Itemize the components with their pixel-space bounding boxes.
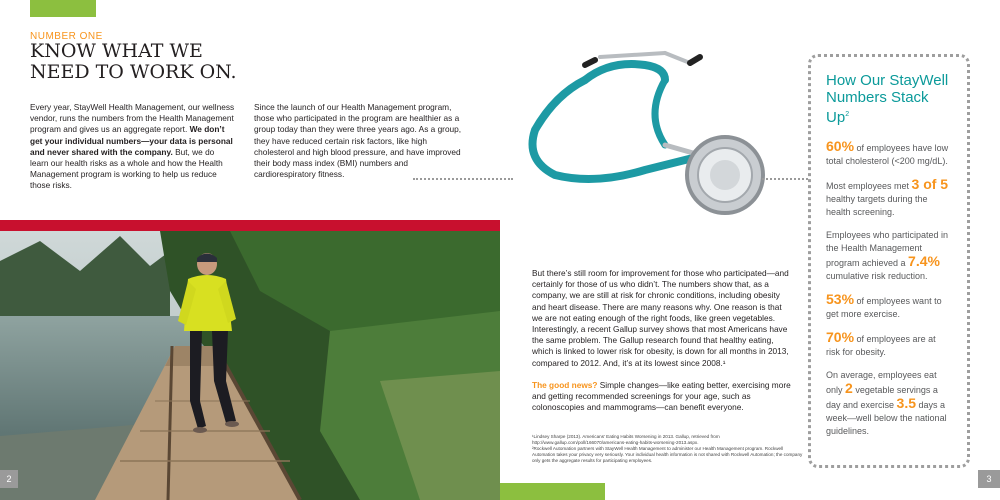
good-news-text: Simple changes—like eating better, exercising more and getting recommended screenings for your age, such as colonoscopies and mammograms—can benefit everyone.	[532, 380, 791, 413]
col1-text-c: But, we do learn our health risks as a whole and how the Health Management program is working to help us reduce those risks.	[30, 146, 223, 191]
stat-value: 3 of 5	[911, 176, 949, 192]
col1-text-a: Every year, StayWell Health Management, our wellness vendor, runs the numbers from the Health Management program and gives us an aggregate report.	[30, 102, 235, 135]
footnotes	[532, 434, 804, 464]
stats-title-line-1: How Our StayWell	[826, 72, 949, 89]
stat-value: 60%	[826, 138, 855, 154]
stat-value: 53%	[826, 291, 855, 307]
stats-title	[826, 72, 952, 126]
stats-title-line-2: Numbers Stack Up$^2$	[826, 89, 929, 126]
stat-value: 7.4%	[908, 253, 940, 269]
dotted-connector	[413, 178, 513, 180]
stethoscope-image	[515, 35, 775, 245]
stat-risk-reduction: Employees who participated in the Health Management program achieved a 7.4% cumulative risk reduction.	[826, 230, 949, 281]
stats-content	[826, 72, 952, 438]
right-paragraph-1: But there’s still room for improvement for those who participated—and certainly for those of us who didn’t. The numbers show that, as a company, we are still at risk for chronic conditions, including obesity and heart disease. There are many reasons why. One reason is that we are not eating enough of the right foods, like green vegetables. Interestingly, a recent Gallup survey shows that most Americans have the same problem. The Gallup research found that healthy eating, which is linked to lower risk for obesity, is down for all months in 2013, compared to 2012. And, it’s at its lowest since 2008.¹	[532, 268, 789, 368]
page-number-left: 2	[0, 470, 18, 488]
stat-exercise: 53% of employees want to get more exercise.	[826, 291, 942, 319]
page-number-right: 3	[978, 470, 1000, 488]
footnote-2: ²Rockwell Automation partners with StayWell Health Management to administer our Health Management program. Rockwell Automation takes your privacy very seriously. Your individual health information is not shared with Rockwell Automation; the company only gets the aggregate results for participating employees.	[532, 446, 803, 463]
red-divider-bar	[0, 220, 500, 231]
footnote-1: ¹Lindsey Sharpe (2013). Americans’ Eating Habits Worsening in 2013. Gallup, retrieved from http://www.gallup.com/poll/166070/americans-eating-habits-worsening-2013.aspx.	[532, 434, 720, 445]
stat-healthy-targets: Most employees met 3 of 5 healthy targets during the health screening.	[826, 176, 949, 217]
dotted-connector-right	[762, 178, 808, 180]
section-kicker: NUMBER ONE	[30, 31, 103, 42]
right-good-news	[532, 380, 794, 414]
stat-value: 3.5	[896, 395, 917, 411]
left-column-2: Since the launch of our Health Management program, those who participated in the program are healthier as a group today than they were three years ago. As a group, they have reduced certain risk factors, like high cholesterol and high blood pressure, and have improved their body mass index (BMI) numbers and cardiorespiratory fitness.	[254, 102, 462, 180]
runner-photo	[0, 231, 500, 500]
page-headline	[30, 41, 290, 83]
runner-on-boardwalk-photo	[0, 231, 500, 500]
headline-line-1: KNOW WHAT WE	[30, 40, 203, 62]
stethoscope-icon	[515, 35, 775, 245]
stat-veg-exercise: On average, employees eat only 2 vegetable servings a day and exercise 3.5 days a week—well below the national guidelines.	[826, 370, 947, 436]
headline-line-2: NEED TO WORK ON.	[30, 61, 237, 83]
col1-text-bold: We don’t get your individual numbers—your data is personal and never shared with the company.	[30, 124, 233, 157]
bottom-green-tab	[500, 483, 605, 500]
stat-value: 2	[845, 380, 853, 396]
left-column-1	[30, 102, 235, 192]
top-green-tab	[30, 0, 96, 17]
stat-obesity: 70% of employees are at risk for obesity.	[826, 329, 936, 357]
stat-cholesterol: 60% of employees have low total cholesterol (<200 mg/dL).	[826, 138, 949, 166]
good-news-label: The good news?	[532, 380, 598, 390]
stat-value: 70%	[826, 329, 855, 345]
